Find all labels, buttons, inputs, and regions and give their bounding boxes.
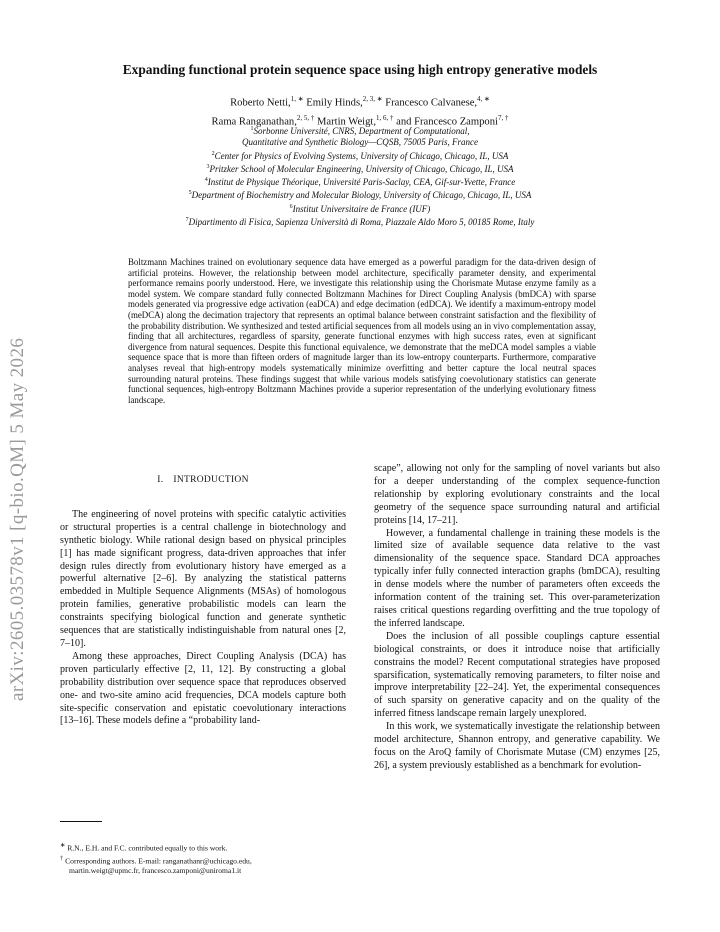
- footnote-mark: †: [60, 854, 64, 862]
- author-line-1: [60, 92, 660, 111]
- footnote: [60, 854, 350, 867]
- footnote-text: R.N., E.H. and F.C. contributed equally to this work.: [67, 843, 228, 853]
- section-title: INTRODUCTION: [173, 475, 249, 485]
- affiliation: [60, 188, 660, 201]
- author-affil-mark: 2, 3, ∗: [362, 95, 383, 103]
- paragraph: Among these approaches, Direct Coupling Analysis (DCA) has proven particularly effective [2, 11, 12]. By constructing a global probability distribution over sequence space that reproduces observed one- and two-site amino acid frequencies, DCA models capture both site-specific conservation and epistatic coevolutionary interactions [13–16]. These models define a “probability land-: [60, 650, 346, 727]
- author-name: Emily Hinds,: [306, 97, 363, 109]
- affiliation: [60, 137, 660, 148]
- section-number: I.: [157, 475, 164, 485]
- footnote: [60, 841, 350, 854]
- abstract: Boltzmann Machines trained on evolutionary sequence data have emerged as a powerful paradigm for the data-driven design of artificial proteins. However, the relationship between model architecture, specifically parameter density, and experimental performance remains poorly understood. Here, we investigate this relationship using the Chorismate Mutase enzyme family as a model system. We compare standard fully connected Boltzmann Machines for Direct Coupling Analysis (bmDCA) with sparse models generated via progressive edge activation (eaDCA) and edge decimation (edDCA). We identify a maximum-entropy model (meDCA) along the decimation trajectory that represents an optimal balance between constraint satisfaction and the flexibility of the probability distribution. We synthesized and tested artificial sequences from all models using an in vivo complementation assay, finding that all architectures, regardless of sparsity, generate functional enzymes with high success rates, even at significant divergence from natural sequences. Despite this functional equivalence, we demonstrate that the meDCA model samples a viable sequence space that is more than fifteen orders of magnitude larger than its low-entropy counterparts. Furthermore, comparative analyses reveal that high-entropy models systematically minimize overfitting and better capture the local neutral spaces surrounding natural proteins. These findings suggest that while various models satisfying coevolutionary statistics can generate functional sequences, high-entropy Boltzmann Machines provide a superior representation of the underlying evolutionary fitness landscape.: [128, 257, 596, 405]
- footnote-text[interactable]: martin.weigt@upmc.fr, francesco.zamponi@uniroma1.it: [69, 866, 242, 876]
- author-name: Francesco Calvanese,: [385, 97, 478, 109]
- author-name: and Francesco Zamponi: [396, 116, 498, 128]
- affiliation: [60, 162, 660, 175]
- affiliation: [60, 175, 660, 188]
- section-heading: [60, 474, 346, 487]
- affiliation: [60, 124, 660, 137]
- arxiv-stamp[interactable]: arXiv:2605.03578v1 [q-bio.QM] 5 May 2026: [7, 337, 28, 701]
- affiliation-mark: 3: [206, 163, 210, 170]
- author-affil-mark: 4, ∗: [477, 95, 490, 103]
- author-affil-mark: 1, 6, †: [376, 113, 394, 122]
- footnote-text[interactable]: Corresponding authors. E-mail: ranganathanr@uchicago.edu,: [65, 856, 252, 866]
- affiliation-text: Dipartimento di Fisica, Sapienza Università di Roma, Piazzale Aldo Moro 5, 00185 Rome, Italy: [188, 217, 535, 228]
- affiliation-text: Pritzker School of Molecular Engineering, University of Chicago, Chicago, IL, USA: [209, 163, 514, 174]
- author-affil-mark: 7, †: [497, 113, 509, 122]
- affiliation-mark: 4: [204, 177, 208, 184]
- paragraph: Does the inclusion of all possible couplings capture essential biological constraints, or does it introduce noise that artificially constrains the model? Recent computational strategies have proposed sparsification, systematically removing parameters, to filter noise and improve interpretability [22–24]. Yet, the experimental consequences of such sparsity on generative capacity and on the quality of the inferred fitness landscape remain largely unexplored.: [374, 630, 660, 720]
- footnote: [60, 866, 350, 876]
- paragraph: In this work, we systematically investigate the relationship between model architecture, Shannon entropy, and generative capability. We focus on the AroQ family of Chorismate Mutase (CM) enzymes [25, 26], a system previously established as a benchmark for evolution-: [374, 721, 660, 771]
- affiliation-text: Institut de Physique Théorique, Université Paris-Saclay, CEA, Gif-sur-Yvette, France: [207, 177, 516, 188]
- body-column-left: [60, 470, 346, 728]
- paragraph: The engineering of novel proteins with specific catalytic activities or structural properties is a central challenge in biotechnology and synthetic biology. While rational design based on physical principles [1] has made significant progress, data-driven approaches that infer design rules directly from evolutionary history have emerged as a powerful alternative [2–6]. By analyzing the statistical patterns embedded in Multiple Sequence Alignments (MSAs) of homologous protein families, generative probabilistic models can learn the constraints specifying biological function and generate synthetic sequences that are statistically indistinguishable from natural ones [2, 7–10].: [60, 508, 346, 649]
- affiliation-text: Center for Physics of Evolving Systems, University of Chicago, Chicago, IL, USA: [214, 150, 509, 161]
- affiliation-mark: 6: [289, 203, 293, 210]
- author-name: Martin Weigt,: [317, 116, 376, 128]
- paper-title: Expanding functional protein sequence space using high entropy generative models: [122, 62, 598, 77]
- affiliation-mark: 1: [250, 126, 254, 132]
- affiliation-mark: 7: [185, 217, 189, 224]
- footnote-mark: ∗: [60, 842, 66, 849]
- affiliation-list: [60, 124, 660, 228]
- author-name: Roberto Netti,: [230, 97, 291, 109]
- author-name: Rama Ranganathan,: [211, 116, 297, 128]
- affiliation: [60, 149, 660, 162]
- affiliation-text: Institut Universitaire de France (IUF): [292, 203, 431, 214]
- author-affil-mark: 1, ∗: [290, 95, 304, 103]
- footnote-rule: [60, 821, 102, 822]
- affiliation-text: Department of Biochemistry and Molecular Biology, University of Chicago, Chicago, IL, USA: [191, 190, 532, 201]
- affiliation-text: Sorbonne Université, CNRS, Department of Computational,: [253, 126, 470, 136]
- body-column-right: [374, 463, 660, 773]
- affiliation-mark: 2: [211, 150, 215, 157]
- paragraph: However, a fundamental challenge in training these models is the limited size of available sequence data relative to the vast dimensionality of the sequence space. Standard DCA approaches typically infer fully connected interaction graphs (bmDCA), resulting in dense models where the number of parameters often exceeds the information content of the training set. This over-parameterization raises critical questions regarding overfitting and the true topology of the inferred landscape.: [374, 527, 660, 629]
- affiliation-mark: 5: [188, 190, 192, 197]
- affiliation: [60, 202, 660, 215]
- affiliation-text: Quantitative and Synthetic Biology—CQSB, 75005 Paris, France: [242, 137, 478, 148]
- affiliation: [60, 215, 660, 228]
- paragraph: scape”, allowing not only for the sampling of novel variants but also for a deeper understanding of the complex sequence-function relationship by exploring evolutionary constraints and the local geometry of the sequence space surrounding natural and artificial proteins [14, 17–21].: [374, 463, 660, 526]
- footnotes: [60, 841, 350, 876]
- author-affil-mark: 2, 5, †: [296, 113, 315, 122]
